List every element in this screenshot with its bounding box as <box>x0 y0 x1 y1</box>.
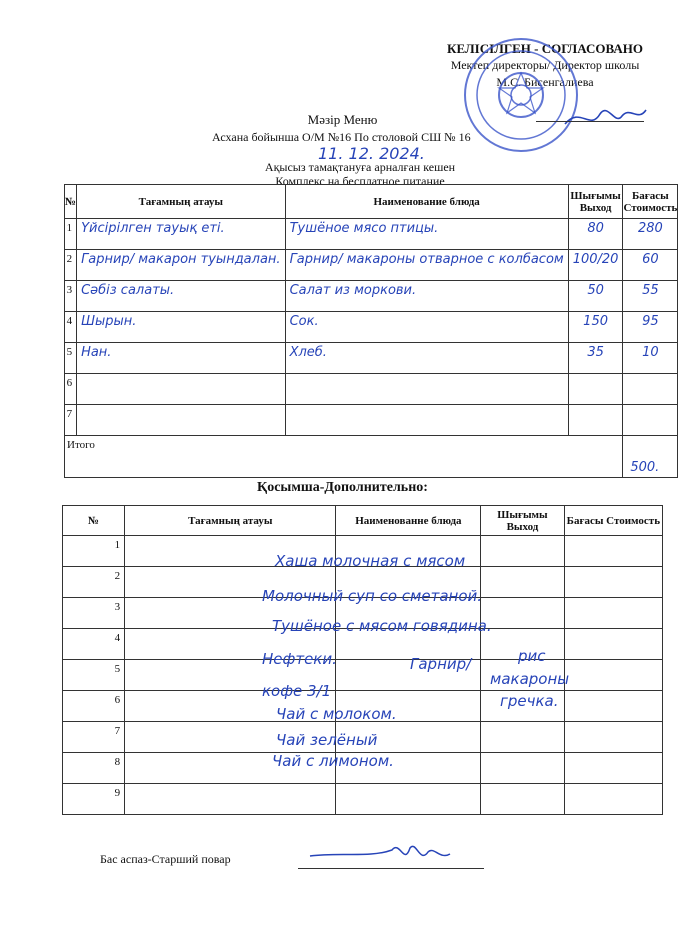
row-name-kz <box>77 374 286 405</box>
row-num: 5 <box>65 343 77 374</box>
row-yield <box>568 343 623 374</box>
additional-section-title: Қосымша-Дополнительно: <box>257 480 428 495</box>
row-yield <box>568 312 623 343</box>
row-name-ru <box>285 343 568 374</box>
table-row <box>65 343 678 374</box>
handwritten-item: Нефтеки. <box>262 650 337 668</box>
row-name-kz-text: Шырын. <box>81 314 137 329</box>
empty-cell <box>564 598 662 629</box>
row-yield-text: 80 <box>587 221 604 236</box>
row-cost <box>623 374 678 405</box>
row-num: 3 <box>65 281 77 312</box>
handwritten-item: кофе 3/1 <box>262 682 332 700</box>
row-yield <box>568 281 623 312</box>
row-name-ru-text: Гарнир/ макароны отварное с колбасом <box>289 252 564 267</box>
handwritten-item: макароны <box>490 670 570 688</box>
row-num: 2 <box>63 567 125 598</box>
complex-label-kz: Ақысыз тамақтануға арналған кешен <box>264 160 456 174</box>
row-yield <box>568 374 623 405</box>
row-num: 7 <box>63 722 125 753</box>
empty-cell <box>564 753 662 784</box>
row-num: 6 <box>63 691 125 722</box>
table-row <box>63 784 663 815</box>
row-yield <box>568 219 623 250</box>
row-num: 4 <box>63 629 125 660</box>
empty-cell <box>481 598 564 629</box>
row-name-kz <box>77 405 286 436</box>
row-yield <box>568 250 623 281</box>
empty-cell <box>481 722 564 753</box>
handwritten-item: Чай с лимоном. <box>272 752 394 770</box>
row-yield-text: 100/20 <box>572 252 619 267</box>
row-yield <box>568 405 623 436</box>
row-name-kz <box>77 250 286 281</box>
row-name-kz <box>77 281 286 312</box>
approval-director-role: Мектеп директоры/ Директор школы <box>450 58 640 72</box>
chef-signature <box>300 836 470 870</box>
complex-label-ru: Комплекс на бесплатное питание <box>275 174 445 188</box>
handwritten-item: Гарнир/ <box>410 655 472 673</box>
empty-cell <box>564 536 662 567</box>
row-cost <box>623 281 678 312</box>
approval-title: КЕЛІСІЛГЕН - СОГЛАСОВАНО <box>447 41 643 56</box>
row-cost <box>623 343 678 374</box>
official-seal-stamp <box>462 36 580 154</box>
row-name-kz <box>77 219 286 250</box>
handwritten-item: Молочный суп со сметаной. <box>262 587 483 605</box>
empty-cell <box>481 536 564 567</box>
table2-header-row <box>63 506 663 536</box>
row-cost <box>623 405 678 436</box>
table-row <box>65 219 678 250</box>
t2-col-cost: Бағасы Стоимость <box>564 506 662 536</box>
menu-date: 11. 12. 2024. <box>318 144 425 163</box>
row-name-ru-text: Хлеб. <box>289 345 327 360</box>
chef-label: Бас аспаз-Старший повар <box>100 852 231 866</box>
row-name-ru <box>285 281 568 312</box>
canteen-label: Асхана бойынша О/М №16 По столовой СШ № 16 <box>212 130 471 144</box>
row-name-ru-text: Сок. <box>289 314 319 329</box>
col-yield: Шығымы Выход <box>568 185 623 219</box>
empty-cell <box>481 784 564 815</box>
row-num: 1 <box>65 219 77 250</box>
empty-cell <box>564 660 662 691</box>
handwritten-item: гречка. <box>500 692 559 710</box>
row-num: 9 <box>63 784 125 815</box>
row-cost-text: 60 <box>642 252 659 267</box>
free-meal-table <box>64 184 678 478</box>
total-row <box>65 436 678 478</box>
row-yield-text: 50 <box>587 283 604 298</box>
col-num: № <box>65 185 77 219</box>
table-row <box>65 374 678 405</box>
col-name-kz: Тағамның атауы <box>77 185 286 219</box>
t2-col-num: № <box>63 506 125 536</box>
empty-cell <box>125 784 336 815</box>
row-name-ru <box>285 312 568 343</box>
empty-cell <box>564 784 662 815</box>
row-cost <box>623 250 678 281</box>
handwritten-item: рис <box>518 647 546 665</box>
t2-col-yield: Шығымы Выход <box>481 506 564 536</box>
t2-col-name-ru: Наименованне блюда <box>336 506 481 536</box>
handwritten-item: Тушёное с мясом говядина. <box>272 617 492 635</box>
row-num: 2 <box>65 250 77 281</box>
row-num: 1 <box>63 536 125 567</box>
row-name-kz <box>77 343 286 374</box>
handwritten-item: Чай зелёный <box>276 731 378 749</box>
row-num: 8 <box>63 753 125 784</box>
row-name-ru <box>285 374 568 405</box>
row-name-kz-text: Гарнир/ макарон туындалан. <box>81 252 281 267</box>
total-value-text: 500. <box>630 460 660 475</box>
row-cost <box>623 312 678 343</box>
row-name-ru <box>285 250 568 281</box>
row-cost-text: 95 <box>642 314 659 329</box>
table-row <box>65 281 678 312</box>
menu-title: Мәзір Меню <box>307 112 378 127</box>
col-cost: Бағасы Стоимость <box>623 185 678 219</box>
row-yield-text: 35 <box>587 345 604 360</box>
chef-signature-line <box>298 868 484 869</box>
table-row <box>65 312 678 343</box>
table-row <box>65 250 678 281</box>
row-name-ru <box>285 219 568 250</box>
row-cost-text: 280 <box>637 221 663 236</box>
row-name-kz-text: Нан. <box>81 345 112 360</box>
table-header-row <box>65 185 678 219</box>
col-name-ru: Наименование блюда <box>285 185 568 219</box>
empty-cell <box>481 567 564 598</box>
approval-director-name: М.С. Бисенгалиева <box>496 75 594 89</box>
row-cost <box>623 219 678 250</box>
table-row <box>65 405 678 436</box>
row-name-ru-text: Салат из моркови. <box>289 283 417 298</box>
row-cost-text: 55 <box>642 283 659 298</box>
row-num: 5 <box>63 660 125 691</box>
row-name-kz-text: Үйсірілген тауық еті. <box>81 221 225 236</box>
row-num: 7 <box>65 405 77 436</box>
row-name-kz-text: Сәбіз салаты. <box>81 283 175 298</box>
row-num: 6 <box>65 374 77 405</box>
row-num: 4 <box>65 312 77 343</box>
empty-cell <box>564 691 662 722</box>
row-name-ru-text: Тушёное мясо птицы. <box>289 221 439 236</box>
t2-col-name-kz: Тағамның атауы <box>125 506 336 536</box>
row-cost-text: 10 <box>642 345 659 360</box>
total-value <box>623 436 678 478</box>
empty-cell <box>336 784 481 815</box>
empty-cell <box>564 722 662 753</box>
row-yield-text: 150 <box>583 314 608 329</box>
empty-cell <box>564 629 662 660</box>
total-label: Итого <box>65 436 623 478</box>
row-num: 3 <box>63 598 125 629</box>
row-name-ru <box>285 405 568 436</box>
handwritten-item: Чай с молоком. <box>276 705 397 723</box>
empty-cell <box>481 753 564 784</box>
table-row <box>63 660 663 691</box>
row-name-kz <box>77 312 286 343</box>
empty-cell <box>564 567 662 598</box>
handwritten-item: Хаша молочная с мясом <box>275 552 466 570</box>
